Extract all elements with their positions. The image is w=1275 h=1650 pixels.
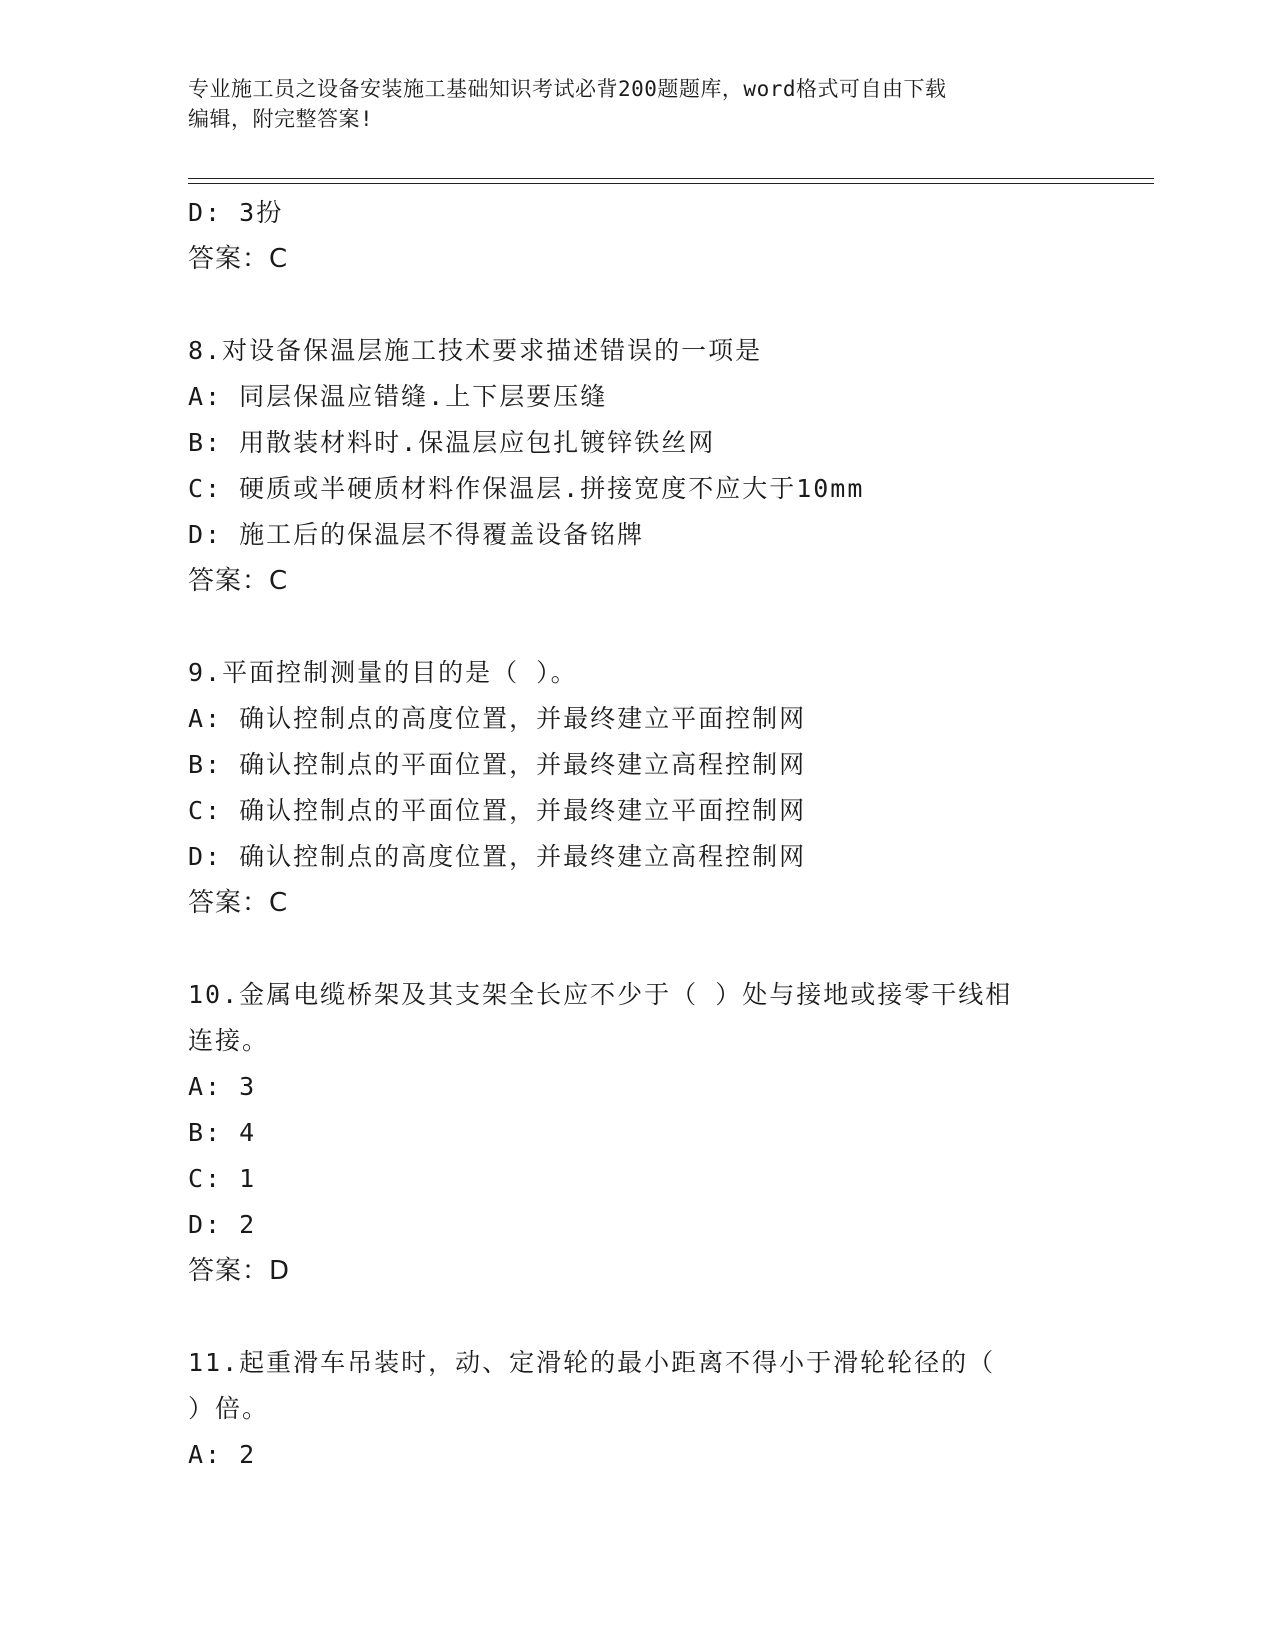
question-title-line-1: 10.金属电缆桥架及其支架全长应不少于（ ）处与接地或接零干线相	[188, 980, 1013, 1009]
answer-line: 答案：C	[188, 888, 289, 918]
option-b: B: 确认控制点的平面位置，并最终建立高程控制网	[188, 750, 807, 779]
document-header	[188, 74, 1088, 134]
spacer	[188, 282, 1088, 328]
option-a: A: 同层保温应错缝.上下层要压缝	[188, 382, 608, 411]
option-a: A: 3	[188, 1072, 257, 1101]
option-a: A: 确认控制点的高度位置，并最终建立平面控制网	[188, 704, 807, 733]
option-a: A: 2	[188, 1440, 257, 1469]
header-rule-top	[188, 178, 1154, 179]
question-title-line-2: ）倍。	[188, 1394, 270, 1423]
option-d: D: 确认控制点的高度位置，并最终建立高程控制网	[188, 842, 807, 871]
question-list	[188, 190, 1088, 1478]
option-b: B: 4	[188, 1118, 257, 1147]
option-d: D: 施工后的保温层不得覆盖设备铭牌	[188, 520, 645, 549]
answer-line: 答案：C	[188, 244, 289, 274]
option-c: C: 1	[188, 1164, 257, 1193]
header-line-2: 编辑，附完整答案!	[188, 107, 374, 131]
question-title: 8.对设备保温层施工技术要求描述错误的一项是	[188, 336, 763, 365]
question-title-line-2: 连接。	[188, 1026, 270, 1055]
header-rule-bottom	[188, 183, 1154, 184]
question-title: 9.平面控制测量的目的是（ ）。	[188, 658, 578, 687]
option-b: B: 用散装材料时.保温层应包扎镀锌铁丝网	[188, 428, 716, 457]
option-d: D: 2	[188, 1210, 257, 1239]
spacer	[188, 1294, 1088, 1340]
answer-line: 答案：D	[188, 1256, 291, 1286]
spacer	[188, 926, 1088, 972]
header-line-1: 专业施工员之设备安装施工基础知识考试必背200题题库，word格式可自由下载	[188, 77, 947, 101]
option-c: C: 确认控制点的平面位置，并最终建立平面控制网	[188, 796, 807, 825]
answer-line: 答案：C	[188, 566, 289, 596]
option-d: D: 3扮	[188, 198, 284, 227]
spacer	[188, 604, 1088, 650]
question-title-line-1: 11.起重滑车吊装时，动、定滑轮的最小距离不得小于滑轮轮径的（	[188, 1348, 996, 1377]
option-c: C: 硬质或半硬质材料作保温层.拼接宽度不应大于10mm	[188, 474, 865, 503]
